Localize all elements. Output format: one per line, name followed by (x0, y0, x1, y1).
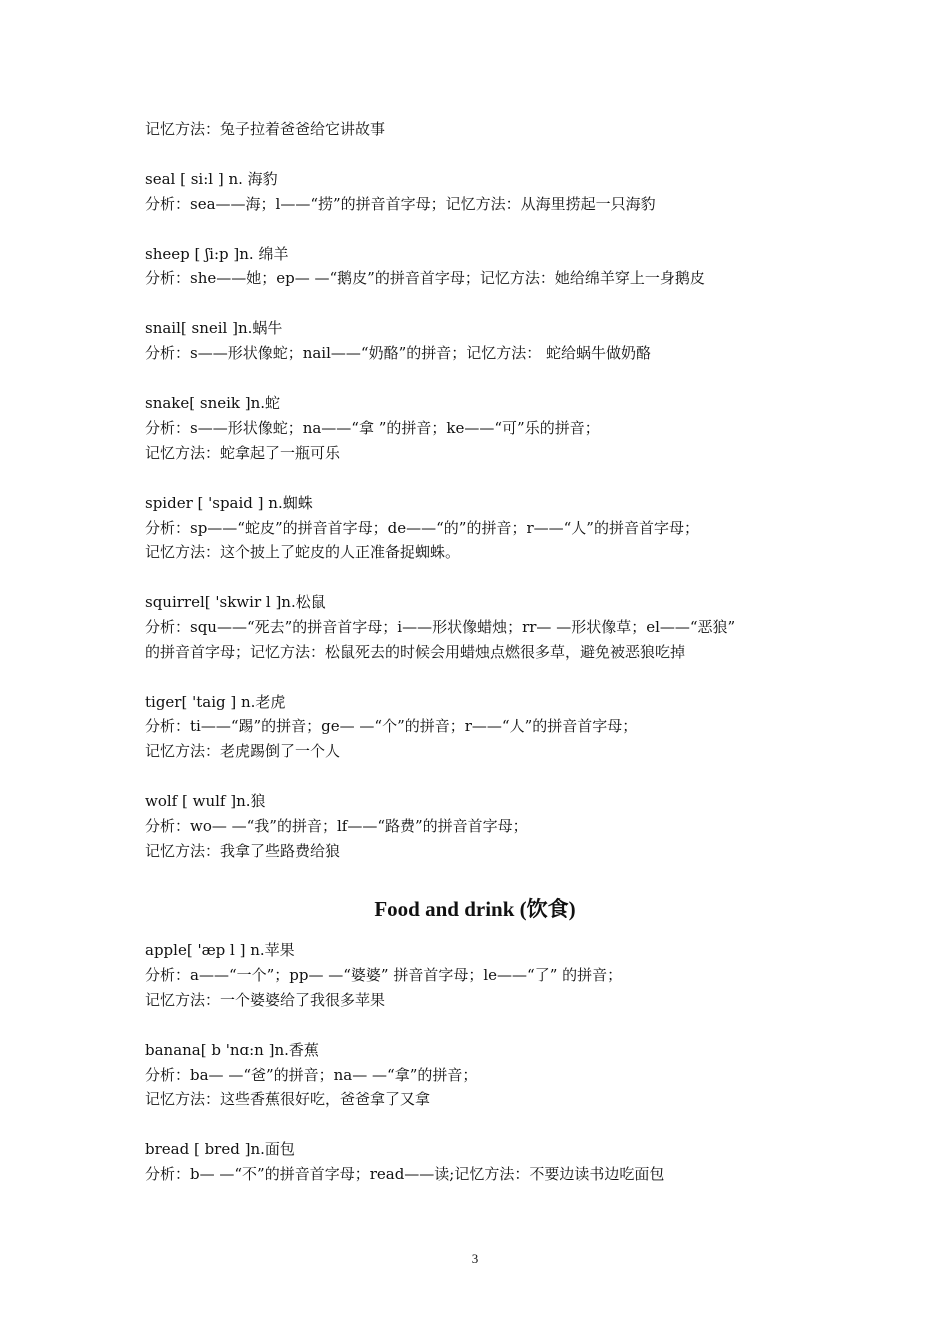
headword-squirrel: squirrel[ 'skwir l ]n.松鼠 (145, 593, 326, 611)
analysis-sheep: 分析：she——她；ep— —“鹅皮”的拼音首字母；记忆方法：她给绵羊穿上一身鹅皮 (145, 269, 705, 287)
analysis-wolf: 分析：wo— —“我”的拼音；lf——“路费”的拼音首字母； (145, 817, 528, 835)
method-snake: 记忆方法：蛇拿起了一瓶可乐 (145, 444, 341, 462)
intro-line: 记忆方法：兔子拉着爸爸给它讲故事 (145, 120, 386, 138)
analysis-snake: 分析：s——形状像蛇；na——“拿 ”的拼音；ke——“可”乐的拼音； (145, 419, 600, 437)
method-spider: 记忆方法：这个披上了蛇皮的人正准备捉蜘蛛。 (145, 543, 461, 561)
analysis-squirrel: 分析：squ——“死去”的拼音首字母；i——形状像蜡烛；rr— —形状像草；el——“恶狼” (145, 618, 736, 636)
headword-sheep: sheep [ ʃi:p ]n. 绵羊 (145, 245, 289, 263)
headword-tiger: tiger[ 'taig ] n.老虎 (145, 693, 286, 711)
method-squirrel: 的拼音首字母；记忆方法：松鼠死去的时候会用蜡烛点燃很多草，避免被恶狼吃掉 (145, 643, 686, 661)
section-heading: Food and drink (饮食) (374, 897, 576, 921)
headword-spider: spider [ 'spaid ] n.蜘蛛 (145, 494, 313, 512)
headword-banana: banana[ b 'nɑ:n ]n.香蕉 (145, 1041, 319, 1059)
analysis-banana: 分析：ba— —“爸”的拼音；na— —“拿”的拼音； (145, 1066, 478, 1084)
headword-apple: apple[ 'æp l ] n.苹果 (145, 941, 295, 959)
analysis-tiger: 分析：ti——“踢”的拼音；ge— —“个”的拼音；r——“人”的拼音首字母； (145, 717, 638, 735)
analysis-bread: 分析：b— —“不”的拼音首字母；read——读;记忆方法：不要边读书边吃面包 (145, 1165, 665, 1183)
headword-wolf: wolf [ wulf ]n.狼 (145, 792, 266, 810)
headword-bread: bread [ bred ]n.面包 (145, 1140, 295, 1158)
headword-snake: snake[ sneik ]n.蛇 (145, 394, 281, 412)
analysis-snail: 分析：s——形状像蛇；nail——“奶酪”的拼音；记忆方法： 蛇给蜗牛做奶酪 (145, 344, 652, 362)
headword-seal: seal [ si:l ] n. 海豹 (145, 170, 278, 188)
analysis-apple: 分析：a——“一个”；pp— —“婆婆” 拼音首字母；le——“了” 的拼音； (145, 966, 623, 984)
method-wolf: 记忆方法：我拿了些路费给狼 (145, 842, 341, 860)
method-tiger: 记忆方法：老虎踢倒了一个人 (145, 742, 341, 760)
analysis-spider: 分析：sp——“蛇皮”的拼音首字母；de——“的”的拼音；r——“人”的拼音首字母； (145, 519, 699, 537)
method-banana: 记忆方法：这些香蕉很好吃，爸爸拿了又拿 (145, 1090, 431, 1108)
headword-snail: snail[ sneil ]n.蜗牛 (145, 319, 283, 337)
method-apple: 记忆方法：一个婆婆给了我很多苹果 (145, 991, 386, 1009)
page-number: 3 (471, 1251, 479, 1266)
analysis-seal: 分析：sea——海；l——“捞”的拼音首字母；记忆方法：从海里捞起一只海豹 (145, 195, 656, 213)
